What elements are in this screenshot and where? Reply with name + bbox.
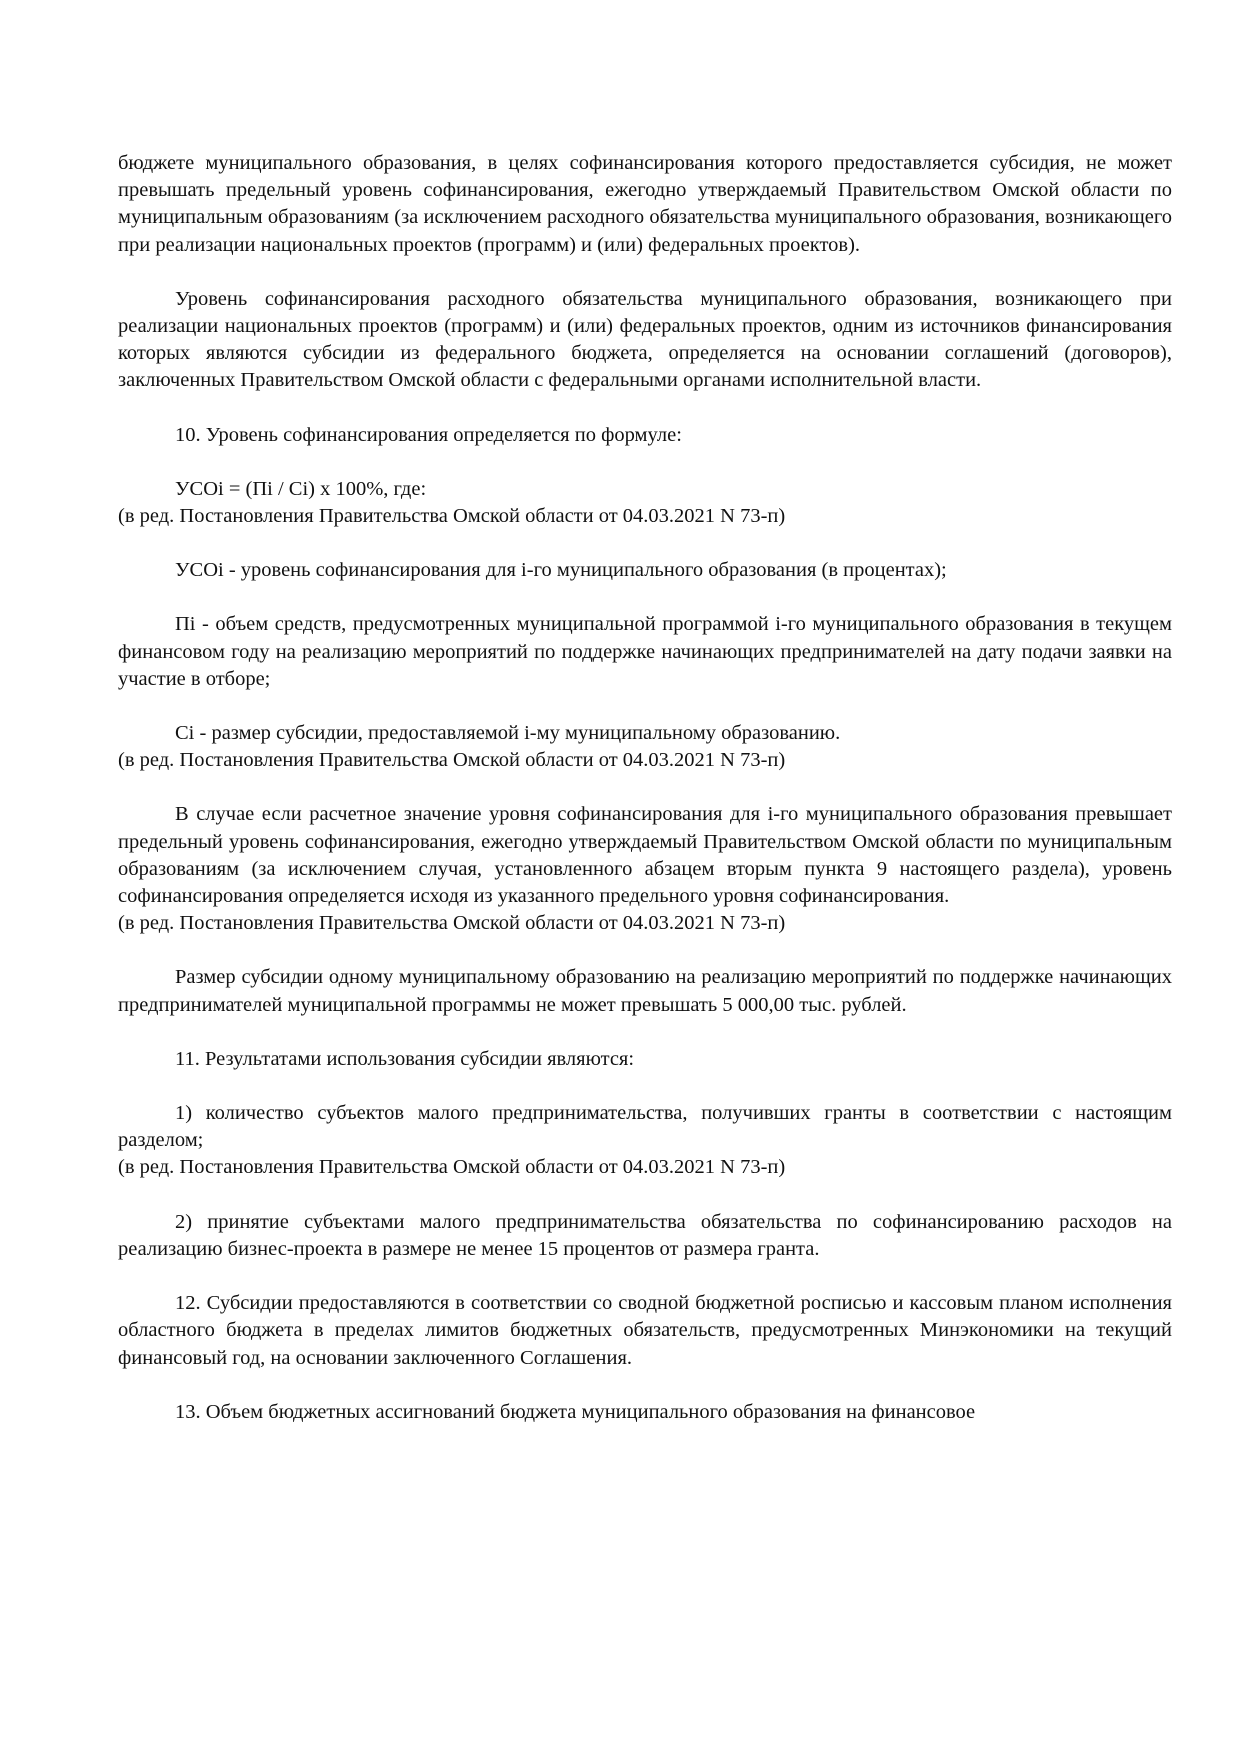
paragraph-subsidy-max: Размер субсидии одному муниципальному образованию на реализацию мероприятий по поддержке начинающих предпринимателей муниципальной программы не может превышать 5 000,00 тыс. рублей.: [118, 966, 1172, 1016]
definition-uso: УСОi - уровень софинансирования для i-го муниципального образования (в процентах);: [175, 559, 947, 582]
document-page: [118, 150, 1172, 1426]
paragraph-cofinancing-limit: бюджете муниципального образования, в целях софинансирования которого предоставляется субсидия, не может превышать предельный уровень софинансирования, ежегодно утверждаемый Правительством Омской области по муниципальным образованиям (за исключением расходного обязательства муниципального образования, возникающего при реализации национальных проектов (программ) и (или) федеральных проектов).: [118, 152, 1172, 256]
amendment-note: (в ред. Постановления Правительства Омской области от 04.03.2021 N 73-п): [118, 505, 786, 528]
paragraph-exceeds-limit: В случае если расчетное значение уровня софинансирования для i-го муниципального образования превышает предельный уровень софинансирования, ежегодно утверждаемый Правительством Омской области по муниципальным образованиям (за исключением случая, установленного абзацем вторым пункта 9 настоящего раздела), уровень софинансирования определяется исходя из указанного предельного уровня софинансирования.: [118, 803, 1172, 908]
result-2: 2) принятие субъектами малого предпринимательства обязательства по софинансированию расходов на реализацию бизнес-проекта в размере не менее 15 процентов от размера гранта.: [118, 1210, 1172, 1260]
amendment-note: (в ред. Постановления Правительства Омской области от 04.03.2021 N 73-п): [118, 749, 786, 772]
paragraph-item-10: 10. Уровень софинансирования определяется по формуле:: [175, 423, 682, 446]
definition-ci: Ci - размер субсидии, предоставляемой i-му муниципальному образованию.: [175, 722, 841, 745]
amendment-note: (в ред. Постановления Правительства Омской области от 04.03.2021 N 73-п): [118, 1156, 786, 1179]
paragraph-item-12: 12. Субсидии предоставляются в соответствии со сводной бюджетной росписью и кассовым планом исполнения областного бюджета в пределах лимитов бюджетных обязательств, предусмотренных Минэкономики на текущий финансовый год, на основании заключенного Соглашения.: [118, 1292, 1172, 1369]
paragraph-item-11: 11. Результатами использования субсидии являются:: [175, 1047, 635, 1070]
paragraph-item-13: 13. Объем бюджетных ассигнований бюджета муниципального образования на финансовое: [175, 1400, 976, 1423]
definition-pi: Пi - объем средств, предусмотренных муниципальной программой i-го муниципального образования в текущем финансовом году на реализацию мероприятий по поддержке начинающих предпринимателей на дату подачи заявки на участие в отборе;: [118, 613, 1172, 690]
result-1: 1) количество субъектов малого предпринимательства, получивших гранты в соответствии с настоящим разделом;: [118, 1102, 1172, 1152]
paragraph-national-projects: Уровень софинансирования расходного обязательства муниципального образования, возникающего при реализации национальных проектов (программ) и (или) федеральных проектов, одним из источников финансирования которых являются субсидии из федерального бюджета, определяется на основании соглашений (договоров), заключенных Правительством Омской области с федеральными органами исполнительной власти.: [118, 287, 1172, 392]
formula: УСОi = (Пi / Ci) x 100%, где:: [175, 477, 427, 500]
amendment-note: (в ред. Постановления Правительства Омской области от 04.03.2021 N 73-п): [118, 912, 786, 935]
